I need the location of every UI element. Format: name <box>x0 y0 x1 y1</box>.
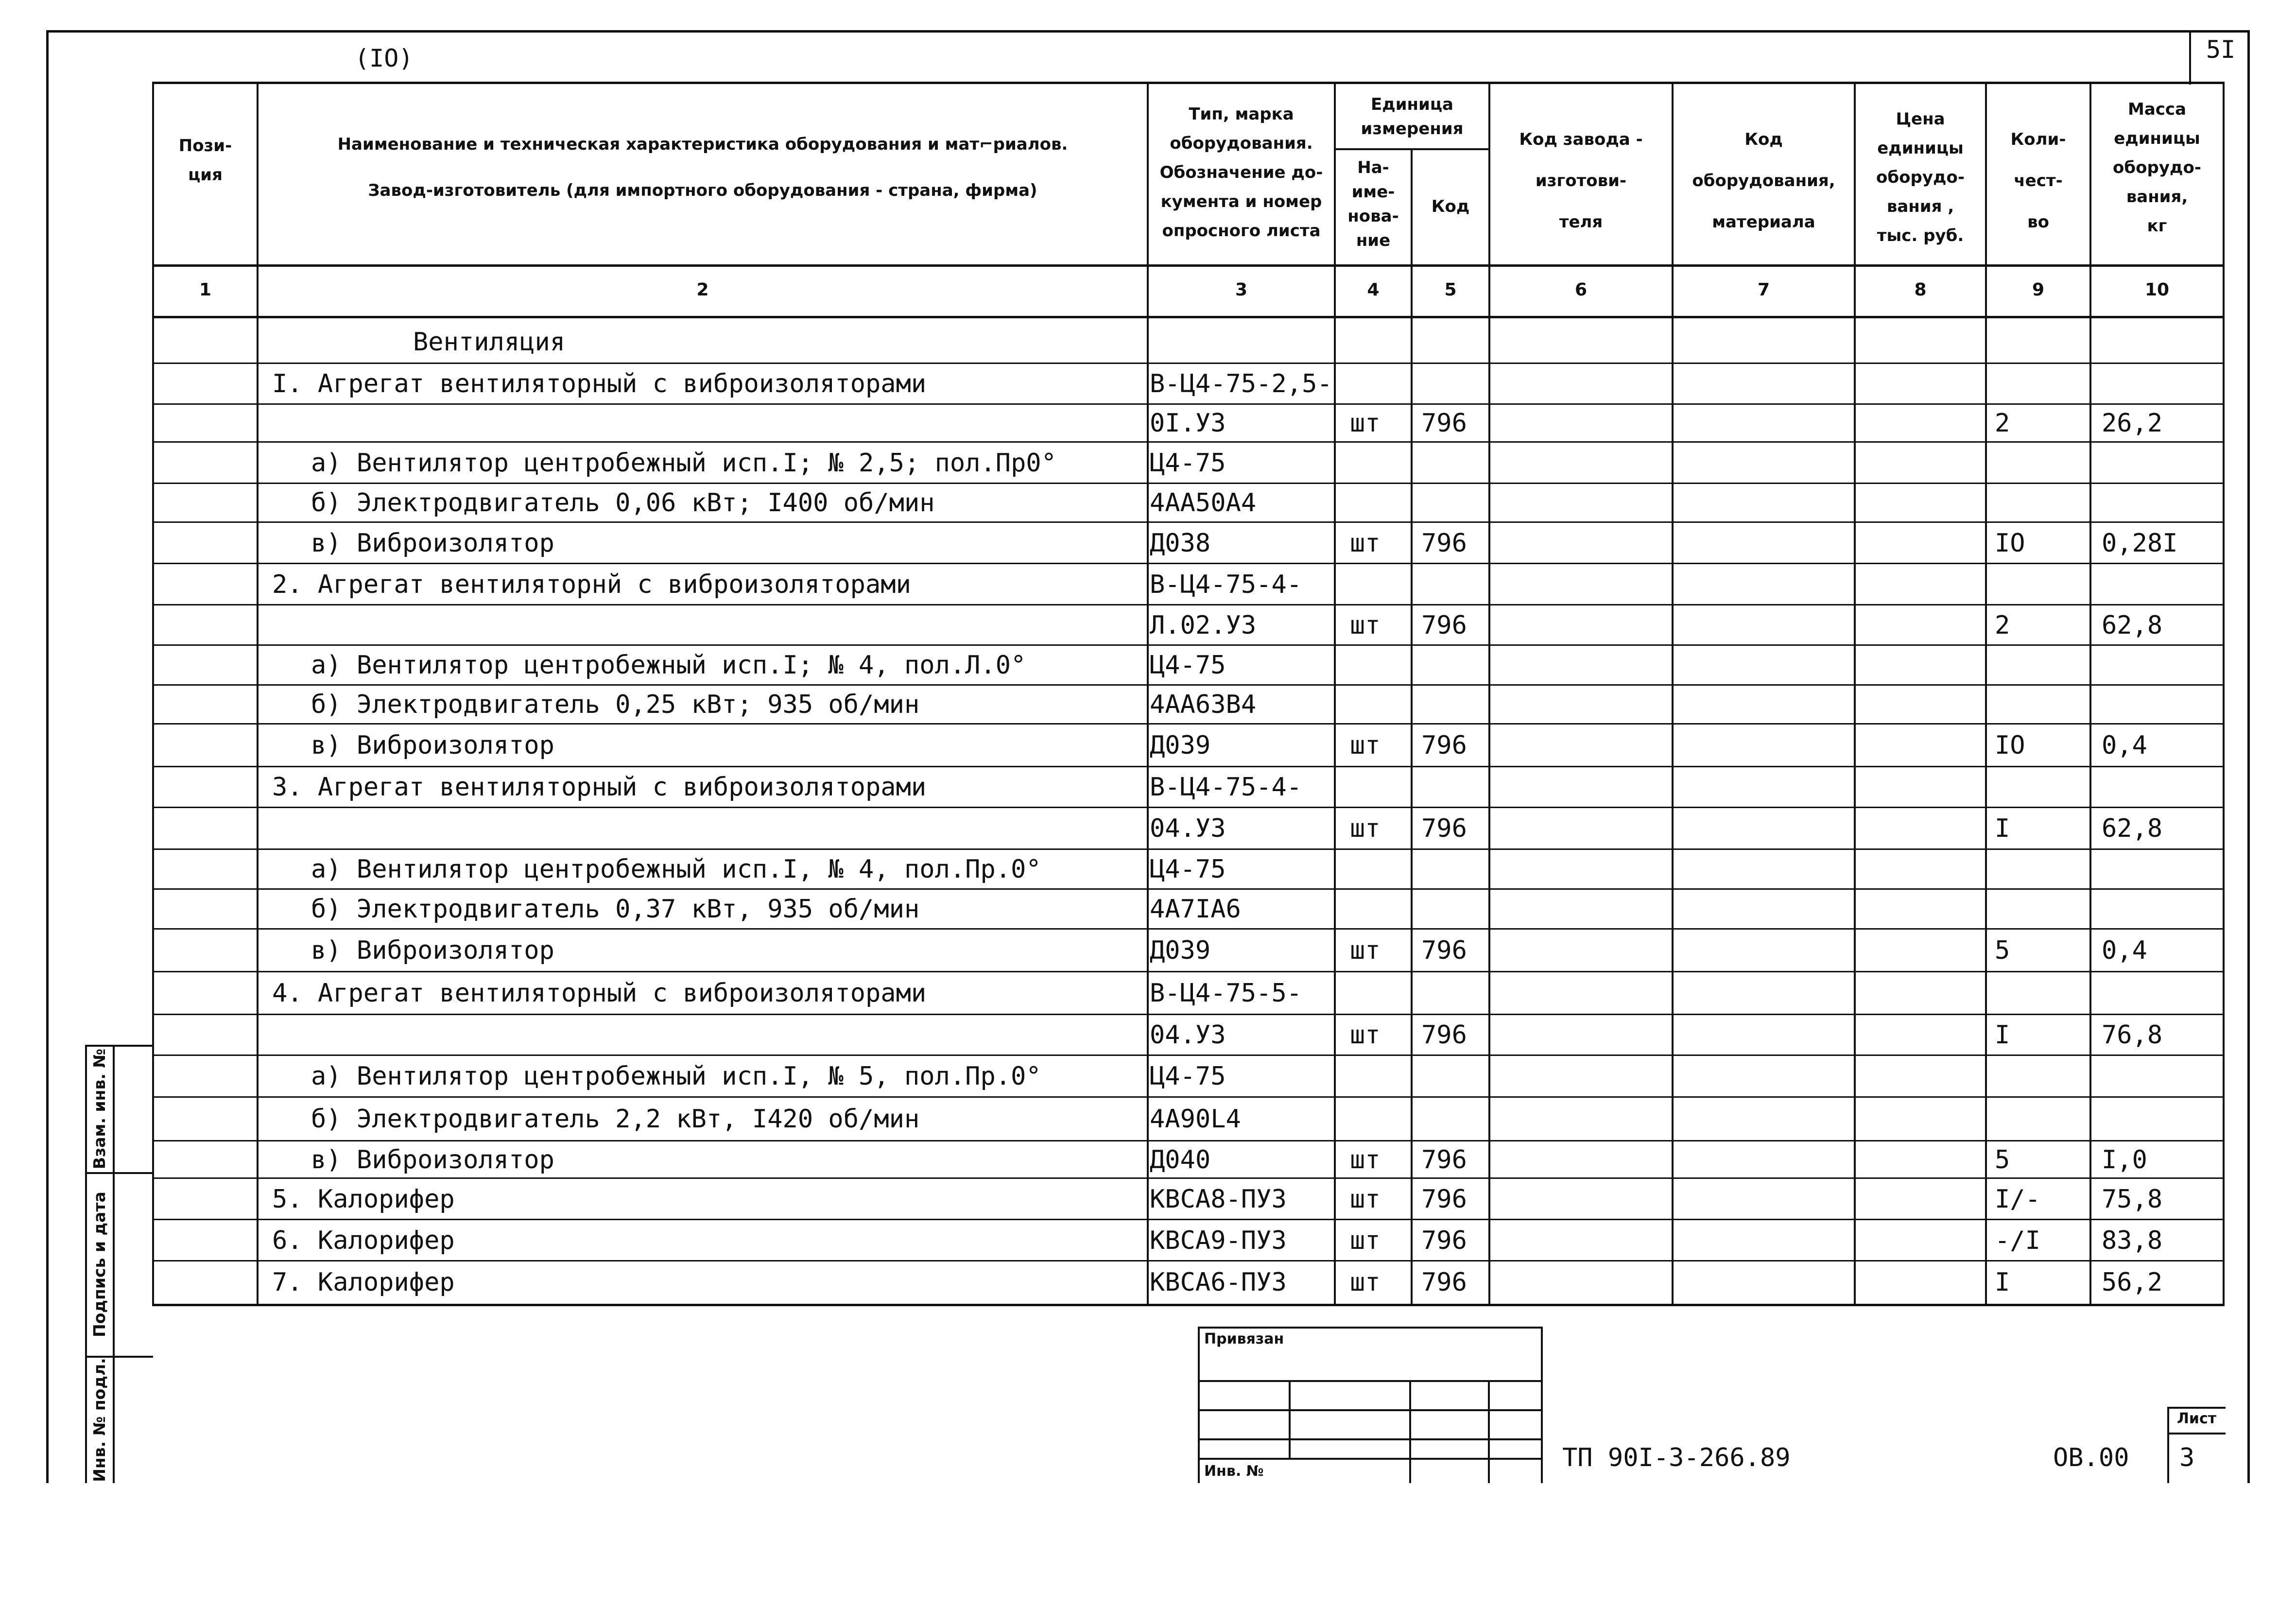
sheet-index: (IO) <box>355 44 414 72</box>
cell-type: Ц4-75 <box>1150 449 1226 478</box>
cell-quantity: 5 <box>1995 1145 2010 1175</box>
row-separator <box>152 1140 2225 1141</box>
col-line-0 <box>152 82 154 1306</box>
colnum-5: 5 <box>1444 280 1457 300</box>
cell-quantity: I/- <box>1995 1185 2040 1214</box>
cell-type: Ц4-75 <box>1150 855 1226 884</box>
bound-label: Привязан <box>1204 1331 1284 1348</box>
cell-mass: 83,8 <box>2102 1226 2163 1255</box>
sheet-number: 3 <box>2179 1443 2195 1472</box>
cell-mass: 0,4 <box>2102 936 2147 965</box>
cell-type: Д039 <box>1150 936 1211 965</box>
cell-unit: шт <box>1350 529 1381 558</box>
row-separator <box>152 1096 2225 1098</box>
row-separator <box>152 563 2225 564</box>
col-line-4 <box>1411 148 1413 1306</box>
col-line-6 <box>1672 82 1674 1306</box>
sheet-box-mid <box>2167 1433 2226 1434</box>
cell-mass: 56,2 <box>2102 1268 2163 1297</box>
side-stamp-sep-1 <box>85 1172 153 1174</box>
sheet-box-top <box>2167 1407 2226 1409</box>
colnum-8: 8 <box>1914 280 1927 300</box>
cell-name: I. Агрегат вентиляторный с виброизоляторами <box>272 369 927 398</box>
colnum-9: 9 <box>2032 280 2045 300</box>
cell-name: а) Вентилятор центробежный исп.I, № 4, пол.Пр.0° <box>311 855 1041 884</box>
album-code: ОВ.00 <box>2053 1443 2129 1472</box>
document-code: ТП 90I-3-266.89 <box>1562 1443 1791 1472</box>
header-equipment-code: Код оборудования, материала <box>1692 130 1835 232</box>
cell-name: а) Вентилятор центробежный исп.I; № 2,5; пол.Пр0° <box>311 449 1057 478</box>
cell-name: б) Электродвигатель 0,37 кВт, 935 об/мин <box>311 895 920 924</box>
cell-type: Ц4-75 <box>1150 651 1226 680</box>
cell-unit-code: 796 <box>1421 1020 1467 1050</box>
frame-left <box>46 30 49 1483</box>
cell-type: 04.У3 <box>1150 814 1226 843</box>
row-separator <box>152 1177 2225 1179</box>
cell-unit-code: 796 <box>1421 1145 1467 1175</box>
sheet-label: Лист <box>2177 1410 2217 1427</box>
side-stamp-inner <box>113 1045 115 1483</box>
cell-type: Д039 <box>1150 731 1211 760</box>
row-separator <box>152 971 2225 972</box>
colnum-1: 1 <box>199 280 212 300</box>
side-stamp-outer-left <box>85 1045 87 1483</box>
cell-mass: 62,8 <box>2102 611 2163 640</box>
cell-mass: 75,8 <box>2102 1185 2163 1214</box>
cell-quantity: I <box>1995 1268 2010 1297</box>
row-separator <box>152 684 2225 686</box>
row-separator <box>152 807 2225 808</box>
stamp-col-2 <box>1409 1380 1411 1483</box>
page-number: 5I <box>2206 35 2236 64</box>
row-separator <box>152 888 2225 890</box>
cell-name: в) Виброизолятор <box>311 731 554 760</box>
cell-unit-code: 796 <box>1421 814 1467 843</box>
stamp-row-2 <box>1198 1409 1543 1411</box>
sheet-box-left <box>2167 1407 2169 1483</box>
cell-unit: шт <box>1350 1020 1381 1050</box>
cell-type: Д038 <box>1150 529 1211 558</box>
cell-name: 7. Калорифер <box>272 1268 455 1297</box>
cell-unit: шт <box>1350 731 1381 760</box>
col-line-9 <box>2089 82 2091 1306</box>
header-name: Наименование и техническая характеристика оборудования и мат⌐риалов. Завод-изготовитель (для импортного оборудования - страна, фирма) <box>337 135 1068 200</box>
cell-type: КВСА9-ПУ3 <box>1150 1226 1287 1255</box>
stamp-box-top <box>1198 1327 1543 1329</box>
row-separator <box>152 604 2225 605</box>
cell-quantity: I <box>1995 814 2010 843</box>
cell-type: 4АА50А4 <box>1150 488 1257 518</box>
cell-mass: 0,28I <box>2102 529 2178 558</box>
cell-unit: шт <box>1350 1185 1381 1214</box>
cell-type: В-Ц4-75-5- <box>1150 979 1302 1008</box>
cell-type: 4АА63В4 <box>1150 690 1257 719</box>
cell-quantity: 2 <box>1995 409 2010 438</box>
cell-quantity: IO <box>1995 529 2025 558</box>
row-separator <box>152 521 2225 523</box>
cell-unit: шт <box>1350 814 1381 843</box>
header-unit-code: Код <box>1431 197 1470 216</box>
cell-name: 5. Калорифер <box>272 1185 455 1214</box>
header-unit-name: На- име- нова- ние <box>1347 158 1399 250</box>
cell-name: б) Электродвигатель 2,2 кВт, I420 об/мин <box>311 1105 920 1134</box>
colnum-3: 3 <box>1235 280 1248 300</box>
row-separator <box>152 1054 2225 1056</box>
table-top-line <box>152 82 2225 84</box>
cell-mass: 76,8 <box>2102 1020 2163 1050</box>
colnum-2: 2 <box>696 280 709 300</box>
cell-name: в) Виброизолятор <box>311 529 554 558</box>
header-mass: Масса единицы оборудо- вания, кг <box>2113 100 2201 236</box>
cell-type: Д040 <box>1150 1145 1211 1175</box>
cell-quantity: 5 <box>1995 936 2010 965</box>
frame-top <box>46 30 2250 33</box>
row-separator <box>152 441 2225 443</box>
header-plant-code: Код завода - изготови- теля <box>1519 130 1643 232</box>
colnum-10: 10 <box>2144 280 2170 300</box>
cell-unit: шт <box>1350 409 1381 438</box>
cell-unit: шт <box>1350 1226 1381 1255</box>
col-line-8 <box>1985 82 1987 1306</box>
cell-type: В-Ц4-75-4- <box>1150 773 1302 802</box>
cell-type: Ц4-75 <box>1150 1062 1226 1091</box>
side-label-replacement-inv: Взам. инв. № <box>90 1048 109 1170</box>
stamp-col-3 <box>1488 1380 1490 1483</box>
cell-type: В-Ц4-75-4- <box>1150 570 1302 599</box>
header-bottom-line <box>152 264 2225 267</box>
cell-name: Вентиляция <box>413 328 566 357</box>
cell-quantity: -/I <box>1995 1226 2040 1255</box>
side-label-signature-date: Подпись и дата <box>90 1192 109 1337</box>
stamp-col-1 <box>1289 1380 1291 1458</box>
cell-type: КВСА6-ПУ3 <box>1150 1268 1287 1297</box>
row-separator <box>152 363 2225 364</box>
frame-right <box>2247 30 2250 1483</box>
cell-unit-code: 796 <box>1421 1268 1467 1297</box>
cell-name: б) Электродвигатель 0,06 кВт; I400 об/мин <box>311 488 935 518</box>
cell-unit: шт <box>1350 611 1381 640</box>
row-separator <box>152 644 2225 646</box>
col-line-3 <box>1334 82 1336 1306</box>
cell-unit: шт <box>1350 936 1381 965</box>
cell-name: а) Вентилятор центробежный исп.I; № 4, пол.Л.0° <box>311 651 1026 680</box>
colnum-bottom-line <box>152 316 2225 318</box>
col-line-2 <box>1147 82 1149 1306</box>
cell-name: в) Виброизолятор <box>311 1145 554 1175</box>
table-bottom-line <box>152 1304 2225 1306</box>
cell-unit-code: 796 <box>1421 409 1467 438</box>
cell-type: КВСА8-ПУ3 <box>1150 1185 1287 1214</box>
header-quantity: Коли- чест- во <box>2010 130 2066 232</box>
col-line-10 <box>2223 82 2225 1306</box>
cell-name: 2. Агрегат вентиляторнй с виброизоляторами <box>272 570 911 599</box>
row-separator <box>152 848 2225 850</box>
row-separator <box>152 1014 2225 1015</box>
cell-unit-code: 796 <box>1421 731 1467 760</box>
cell-mass: 0,4 <box>2102 731 2147 760</box>
stamp-row-3 <box>1198 1438 1543 1440</box>
cell-unit-code: 796 <box>1421 1185 1467 1214</box>
row-separator <box>152 1260 2225 1261</box>
col-line-7 <box>1854 82 1856 1306</box>
row-separator <box>152 723 2225 725</box>
header-position: Пози- ция <box>178 136 232 185</box>
row-separator <box>152 1219 2225 1220</box>
col-line-5 <box>1488 82 1490 1306</box>
cell-name: 6. Калорифер <box>272 1226 455 1255</box>
cell-quantity: I <box>1995 1020 2010 1050</box>
cell-quantity: 2 <box>1995 611 2010 640</box>
cell-type: 4А90L4 <box>1150 1105 1241 1134</box>
header-price: Цена единицы оборудо- вания , тыс. руб. <box>1876 109 1965 245</box>
cell-unit-code: 796 <box>1421 936 1467 965</box>
header-unit-group: Единица измерения <box>1361 95 1464 138</box>
cell-name: 4. Агрегат вентиляторный с виброизоляторами <box>272 979 927 1008</box>
colnum-6: 6 <box>1574 280 1588 300</box>
cell-type: 0I.У3 <box>1150 409 1226 438</box>
stamp-row-4 <box>1198 1458 1543 1460</box>
cell-type: 4А7IА6 <box>1150 895 1241 924</box>
inv-label: Инв. № <box>1204 1463 1264 1480</box>
page-number-box-left <box>2189 30 2191 85</box>
cell-name: 3. Агрегат вентиляторный с виброизоляторами <box>272 773 927 802</box>
cell-mass: I,0 <box>2102 1145 2147 1175</box>
cell-mass: 62,8 <box>2102 814 2163 843</box>
cell-quantity: IO <box>1995 731 2025 760</box>
col-line-1 <box>257 82 259 1306</box>
cell-type: В-Ц4-75-2,5- <box>1150 369 1332 398</box>
cell-unit-code: 796 <box>1421 1226 1467 1255</box>
header-type: Тип, марка оборудования. Обозначение до- кумента и номер опросного листа <box>1159 104 1323 241</box>
row-separator <box>152 766 2225 767</box>
cell-unit-code: 796 <box>1421 611 1467 640</box>
row-separator <box>152 403 2225 405</box>
cell-name: б) Электродвигатель 0,25 кВт; 935 об/мин <box>311 690 920 719</box>
cell-unit: шт <box>1350 1268 1381 1297</box>
cell-type: 04.У3 <box>1150 1020 1226 1050</box>
row-separator <box>152 928 2225 930</box>
colnum-4: 4 <box>1367 280 1380 300</box>
cell-name: а) Вентилятор центробежный исп.I, № 5, пол.Пр.0° <box>311 1062 1041 1091</box>
cell-type: Л.02.У3 <box>1150 611 1257 640</box>
cell-name: в) Виброизолятор <box>311 936 554 965</box>
colnum-7: 7 <box>1757 280 1770 300</box>
cell-mass: 26,2 <box>2102 409 2163 438</box>
cell-unit-code: 796 <box>1421 529 1467 558</box>
side-label-original-inv: Инв. № подл. <box>90 1358 109 1482</box>
row-separator <box>152 483 2225 484</box>
cell-unit: шт <box>1350 1145 1381 1175</box>
stamp-row-1 <box>1198 1380 1543 1382</box>
